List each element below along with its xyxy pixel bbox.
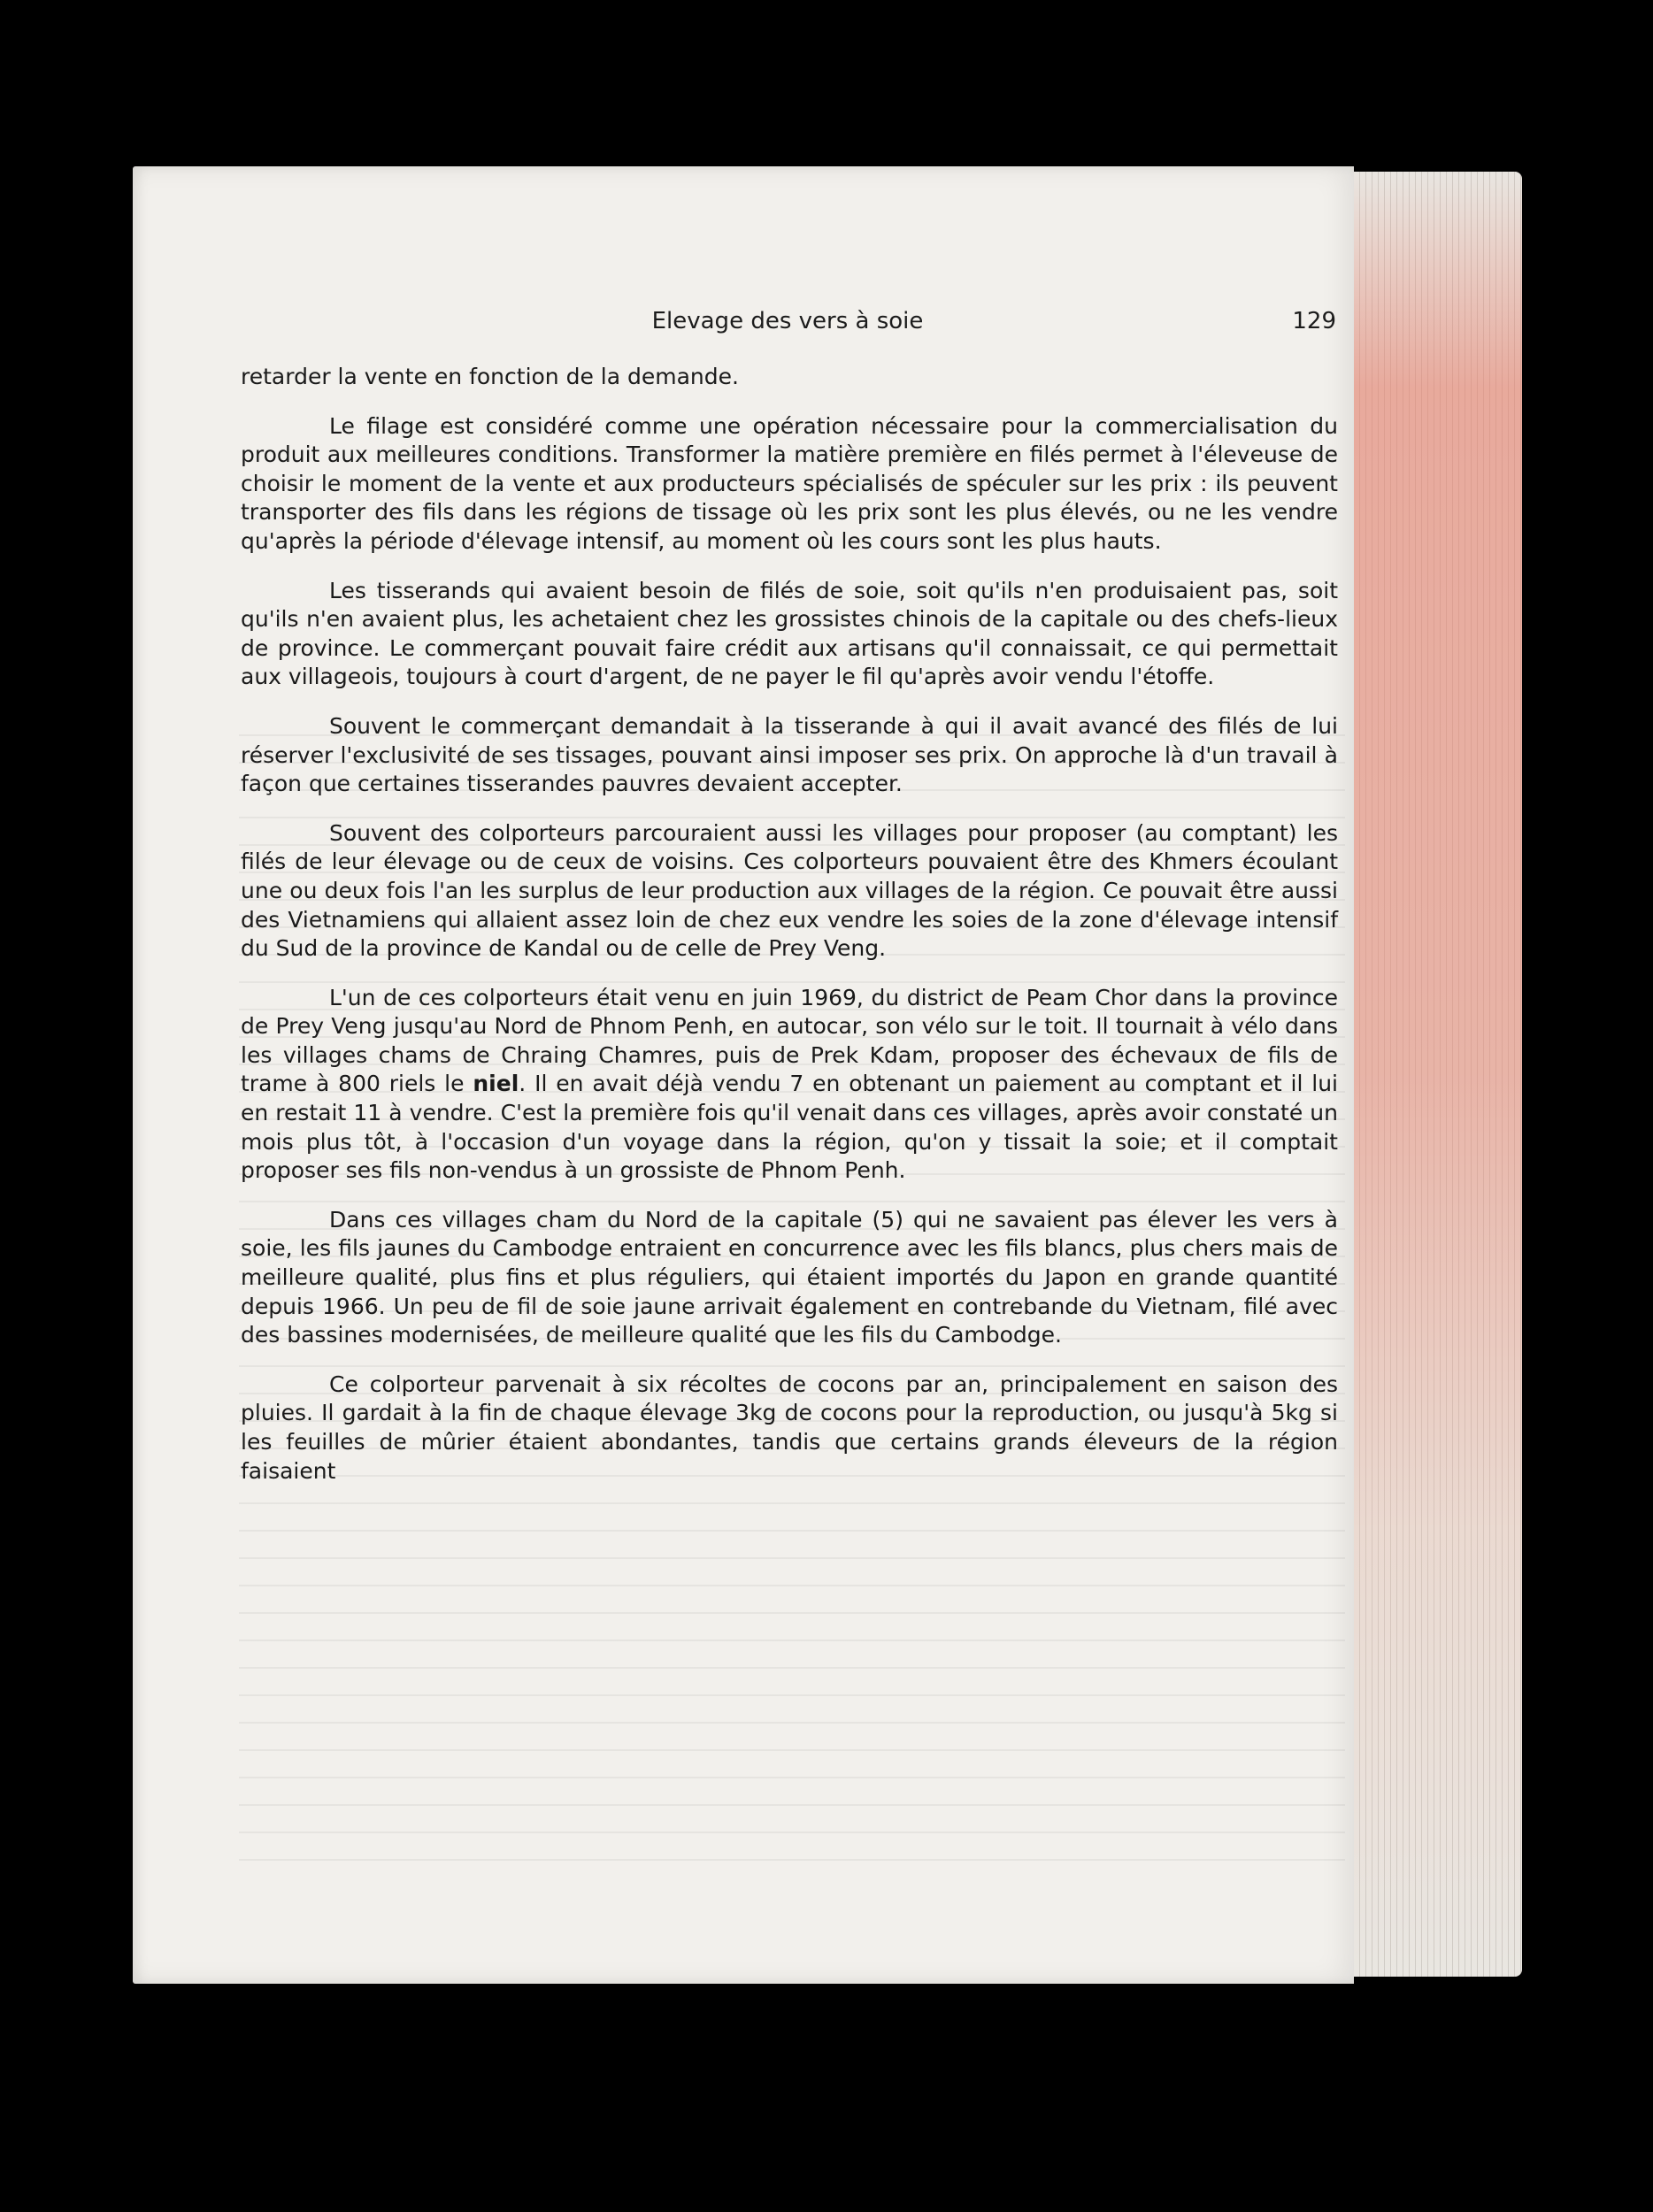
page-header	[239, 308, 1336, 343]
paragraph: retarder la vente en fonction de la demande.	[241, 364, 739, 389]
running-title: Elevage des vers à soie	[651, 308, 924, 334]
paragraph	[241, 984, 1338, 1186]
page-edges	[1354, 172, 1522, 1977]
paragraph-text: L'un de ces colporteurs était venu en juin 1969, du district de Peam Chor dans la province de Prey Veng jusqu'au Nord de Phnom Penh, en autocar, son vélo sur le toit. Il tournait à vélo dans les villages chams de Chraing Chamres, puis de Prek Kdam, proposer des échevaux de fils de trame à 800 riels le	[241, 984, 1338, 1097]
paragraph: Ce colporteur parvenait à six récoltes de cocons par an, principalement en saison des pluies. Il gardait à la fin de chaque élevage 3kg de cocons pour la reproduction, ou jusqu'à 5kg si les feuilles de mûrier étaient abondantes, tandis que certains grands éleveurs de la région faisaient	[241, 1371, 1338, 1484]
page-number: 129	[1292, 308, 1336, 334]
body-text	[241, 363, 1338, 1506]
open-book	[133, 166, 1522, 1984]
paragraph-text: . Il en avait déjà vendu 7 en obtenant un paiement au comptant et il lui en restait 11 à vendre. C'est la première fois qu'il venait dans ces villages, après avoir constaté un mois plus tôt, à l'occasion d'un voyage dans la région, qu'on y tissait la soie; et il comptait proposer ses fils non-vendus à un grossiste de Phnom Penh.	[241, 1071, 1338, 1184]
paragraph: Souvent des colporteurs parcouraient aussi les villages pour proposer (au comptant) les filés de leur élevage ou de ceux de voisins. Ces colporteurs pouvaient être des Khmers écoulant une ou deux fois l'an les surplus de leur production aux villages de la région. Ce pouvait être aussi des Vietnamiens qui allaient assez loin de chez eux vendre les soies de la zone d'élevage intensif du Sud de la province de Kandal ou de celle de Prey Veng.	[241, 819, 1338, 962]
paragraph: Souvent le commerçant demandait à la tisserande à qui il avait avancé des filés de lui réserver l'exclusivité de ses tissages, pouvant ainsi imposer ses prix. On approche là d'un travail à façon que certaines tisserandes pauvres devaient accepter.	[241, 712, 1338, 797]
paragraph: Dans ces villages cham du Nord de la capitale (5) qui ne savaient pas élever les vers à soie, les fils jaunes du Cambodge entraient en concurrence avec les fils blancs, plus chers mais de meilleure qualité, plus fins et plus réguliers, qui étaient importés du Japon en grande quantité depuis 1966. Un peu de fil de soie jaune arrivait également en contrebande du Vietnam, filé avec des bassines modernisées, de meilleure qualité que les fils du Cambodge.	[241, 1206, 1338, 1348]
bold-term: niel	[473, 1071, 519, 1097]
paragraph: Les tisserands qui avaient besoin de filés de soie, soit qu'ils n'en produisaient pas, soit qu'ils n'en avaient plus, les achetaient chez les grossistes chinois de la capitale ou des chefs-lieux de province. Le commerçant pouvait faire crédit aux artisans qu'il connaissait, ce qui permettait aux villageois, toujours à court d'argent, de ne payer le fil qu'après avoir vendu l'étoffe.	[241, 577, 1338, 690]
paragraph: Le filage est considéré comme une opération nécessaire pour la commercialisation du produit aux meilleures conditions. Transformer la matière première en filés permet à l'éleveuse de choisir le moment de la vente et aux producteurs spécialisés de spéculer sur les prix : ils peuvent transporter des fils dans les régions de tissage où les prix sont les plus élevés, ou ne les vendre qu'après la période d'élevage intensif, au moment où les cours sont les plus hauts.	[241, 412, 1338, 554]
book-page	[133, 166, 1354, 1984]
